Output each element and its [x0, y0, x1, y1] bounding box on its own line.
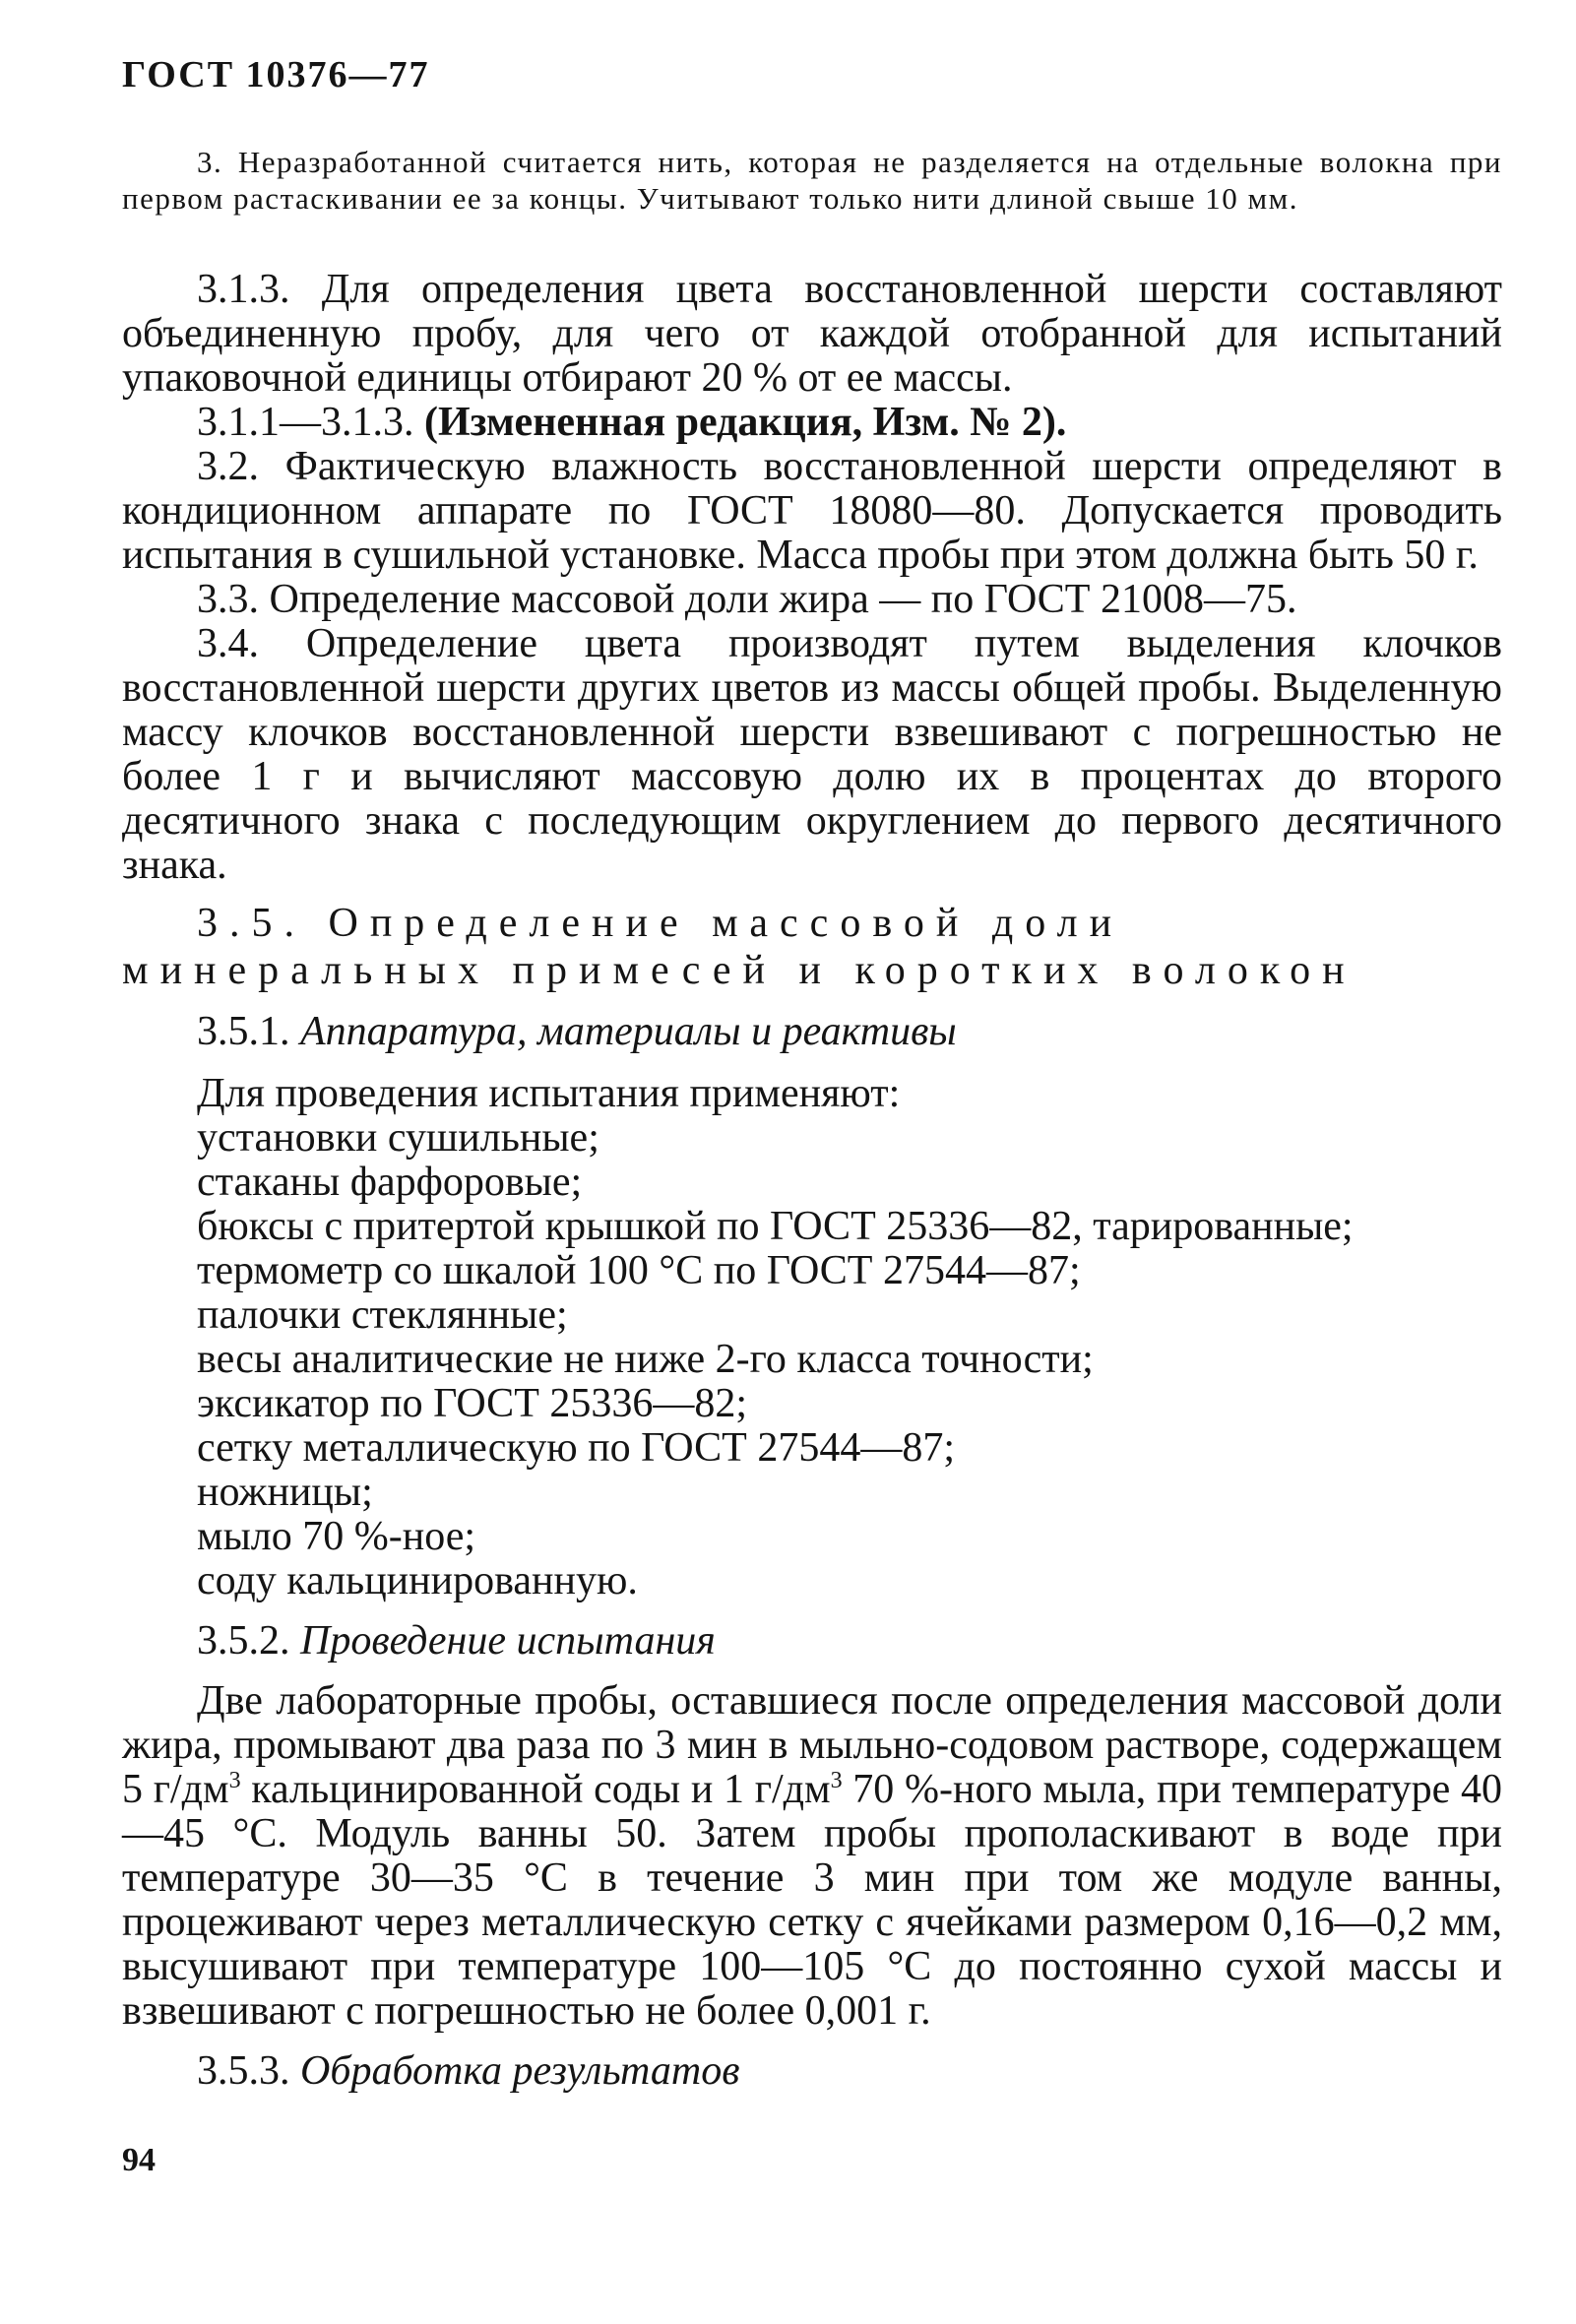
equipment-item: бюксы с притертой крышкой по ГОСТ 25336—82, тарированные;: [197, 1204, 1354, 1249]
equipment-item: ножницы;: [197, 1470, 373, 1515]
equipment-item: палочки стеклянные;: [197, 1292, 568, 1338]
amendment-prefix: 3.1.1—3.1.3.: [197, 400, 414, 445]
subsection-heading-3-5-2: [122, 1619, 1502, 1664]
paragraph-3-4: 3.4. Определение цвета производят путем выделения клочков восстановленной шерсти других цветов из массы общей пробы. Выделенную массу клочков восстановленной шерсти взвешивают с погрешностью не более 1 г и вычисляют массовую долю их в процентах до второго десятичного знака с последующим округлением до первого десятичного знака.: [122, 621, 1502, 888]
procedure-text-a: Две лабораторные пробы, оставшиеся после определения массовой доли жира, промывают два раза по 3 мин в мыльно-содовом растворе, содержащем 5 г/дм: [122, 1678, 1502, 1812]
equipment-item: соду кальцинированную.: [197, 1558, 638, 1603]
subsection-number-3-5-3: 3.5.3.: [197, 2048, 290, 2094]
subsection-heading-3-5-3: [122, 2049, 1502, 2094]
subsection-title-3-5-3: Обработка результатов: [300, 2048, 740, 2094]
page-number: 94: [122, 2142, 156, 2178]
subsection-heading-3-5-1: [122, 1010, 1502, 1054]
superscript-cubic-1: 3: [228, 1768, 241, 1793]
equipment-intro: Для проведения испытания применяют:: [197, 1071, 901, 1116]
subsection-number-3-5-2: 3.5.2.: [197, 1618, 290, 1664]
equipment-item: сетку металлическую по ГОСТ 27544—87;: [197, 1425, 955, 1471]
equipment-item: весы аналитические не ниже 2-го класса точности;: [197, 1337, 1094, 1382]
subsection-title-3-5-1: Аппаратура, материалы и реактивы: [300, 1009, 957, 1054]
equipment-item: термометр со шкалой 100 °С по ГОСТ 27544—87;: [197, 1248, 1081, 1293]
equipment-item: мыло 70 %-ное;: [197, 1514, 476, 1559]
procedure-text-b: кальцинированной соды и 1 г/дм: [240, 1767, 831, 1812]
paragraph-3-5-2-procedure: [122, 1679, 1502, 2034]
paragraph-3-3: 3.3. Определение массовой доли жира — по ГОСТ 21008—75.: [197, 577, 1297, 622]
equipment-item: эксикатор по ГОСТ 25336—82;: [197, 1381, 748, 1426]
footnote-block: [122, 144, 1502, 217]
document-body: [122, 268, 1502, 2094]
equipment-item: установки сушильные;: [197, 1115, 599, 1161]
superscript-cubic-2: 3: [830, 1768, 843, 1793]
subsection-number-3-5-1: 3.5.1.: [197, 1009, 290, 1054]
procedure-text-c: 70 %-ного мыла, при температуре 40—45 °С. Модуль ванны 50. Затем пробы прополаскивают в воде при температуре 30—35 °С в течение 3 мин при том же модуле ванны, процеживают через металлическую сетку с ячейками размером 0,16—0,2 мм, высушивают при температуре 100—105 °С до постоянно сухой массы и взвешивают с погрешностью не более 0,001 г.: [122, 1767, 1503, 2034]
amendment-note: (Измененная редакция, Изм. № 2).: [424, 400, 1067, 445]
footnote-3: 3. Неразработанной считается нить, которая не разделяется на отдельные волокна при первом растаскивании ее за концы. Учитывают только нити длиной свыше 10 мм.: [122, 145, 1502, 216]
subsection-title-3-5-2: Проведение испытания: [300, 1618, 716, 1664]
section-heading-3-5: 3.5. Определение массовой доли минеральных примесей и коротких волокон: [122, 901, 1356, 993]
paragraph-amendment: [122, 401, 1502, 445]
equipment-list: [122, 1072, 1502, 1603]
document-header: ГОСТ 10376—77: [122, 54, 430, 95]
equipment-item: стаканы фарфоровые;: [197, 1160, 583, 1205]
paragraph-3-2: 3.2. Фактическую влажность восстановленной шерсти определяют в кондиционном аппарате по ГОСТ 18080—80. Допускается проводить испытания в сушильной установке. Масса пробы при этом должна быть 50 г.: [122, 444, 1502, 578]
paragraph-3-1-3: 3.1.3. Для определения цвета восстановленной шерсти составляют объединенную пробу, для чего от каждой отобранной для испытаний упаковочной единицы отбирают 20 % от ее массы.: [122, 267, 1502, 401]
